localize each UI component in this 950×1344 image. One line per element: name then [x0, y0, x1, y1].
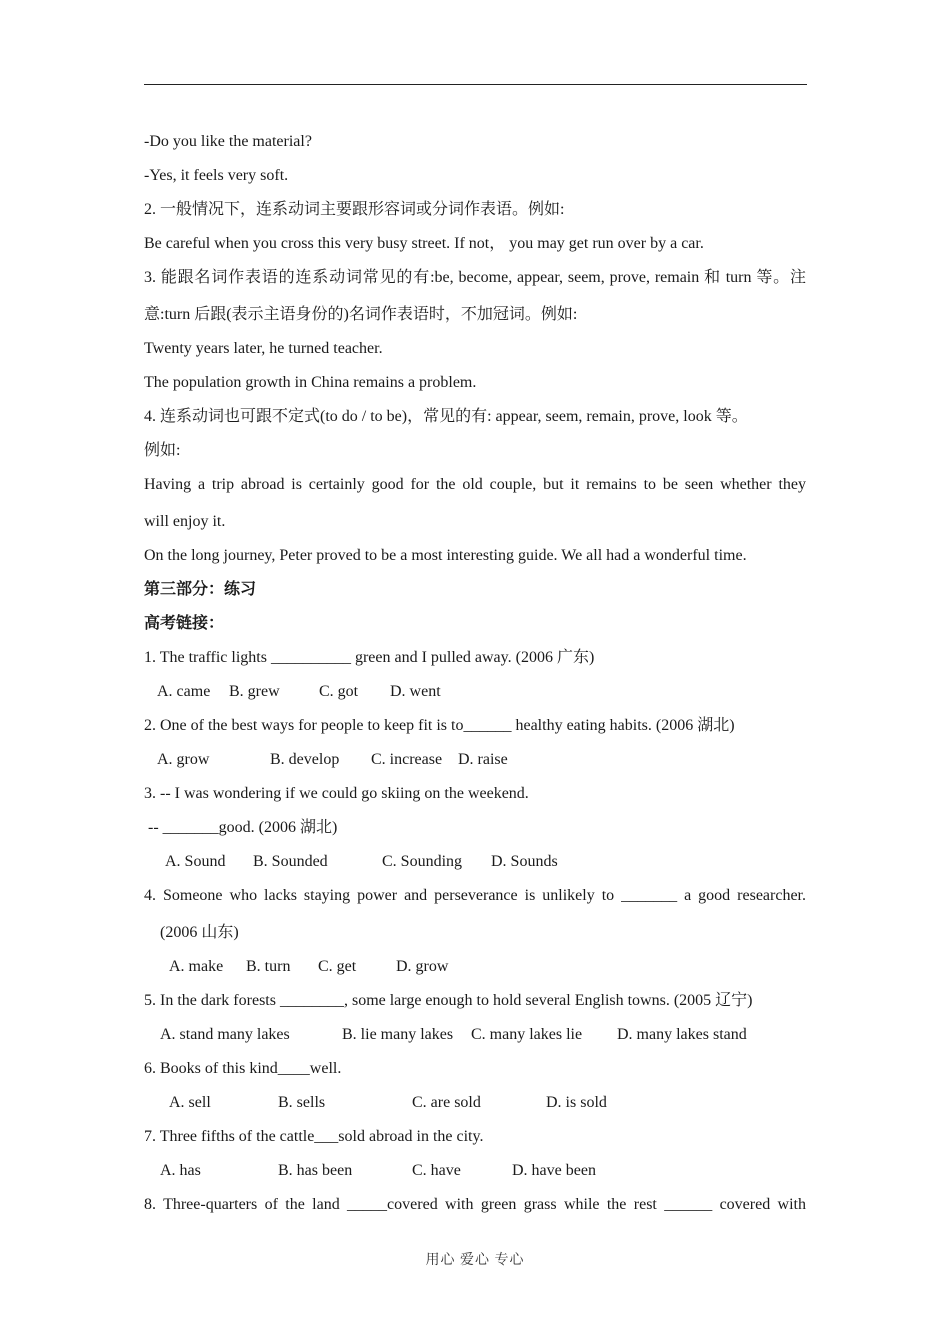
- option: C. are sold: [412, 1094, 481, 1111]
- option: D. went: [390, 683, 441, 700]
- question-4-source: (2006 山东): [160, 924, 239, 941]
- option: D. Sounds: [491, 853, 558, 870]
- question-2-options: [144, 743, 806, 777]
- option: A. stand many lakes: [160, 1026, 290, 1043]
- option: B. develop: [270, 751, 340, 768]
- option: D. many lakes stand: [617, 1026, 747, 1043]
- question-4: 4. Someone who lacks staying power and perseverance is unlikely to _______ a good researcher.: [144, 887, 806, 904]
- option: A. sell: [169, 1094, 211, 1111]
- question-4-options: [144, 950, 806, 984]
- header-rule: [144, 84, 807, 85]
- question-3-options: [144, 845, 806, 879]
- example-sentence: Be careful when you cross this very busy street. If not， you may get run over by a car.: [144, 235, 704, 252]
- question-5-options: [144, 1018, 806, 1052]
- option: B. sells: [278, 1094, 326, 1111]
- question-6: 6. Books of this kind____well.: [144, 1060, 342, 1077]
- page-footer: 用心 爱心 专心: [425, 1253, 525, 1268]
- question-6-options: [144, 1086, 806, 1120]
- gaokao-link-title: 高考链接：: [144, 615, 225, 632]
- example-sentence: Twenty years later, he turned teacher.: [144, 340, 383, 357]
- example-label: 例如:: [144, 442, 181, 459]
- question-3: 3. -- I was wondering if we could go skiing on the weekend.: [144, 785, 529, 802]
- section-title: 第三部分：练习: [144, 581, 257, 598]
- option: A. grow: [157, 751, 210, 768]
- option: B. grew: [229, 683, 280, 700]
- dialogue-line-1: -Do you like the material?: [144, 133, 312, 150]
- rule-2-heading: 2. 一般情况下，连系动词主要跟形容词或分词作表语。例如:: [144, 201, 565, 218]
- option: C. Sounding: [382, 853, 463, 870]
- rule-3-heading: 3. 能跟名词作表语的连系动词常见的有:be, become, appear, seem, prove, remain 和 turn 等。注: [144, 269, 806, 286]
- question-5: 5. In the dark forests ________, some large enough to hold several English towns. (2005 辽宁): [144, 992, 753, 1009]
- example-sentence: will enjoy it.: [144, 513, 226, 530]
- rule-4-heading: 4. 连系动词也可跟不定式(to do / to be)，常见的有: appear, seem, remain, prove, look 等。: [144, 408, 748, 425]
- question-7-options: [144, 1154, 806, 1188]
- option: C. increase: [371, 751, 443, 768]
- example-sentence: The population growth in China remains a problem.: [144, 374, 477, 391]
- option: D. have been: [512, 1162, 596, 1179]
- option: D. grow: [396, 958, 449, 975]
- option: D. raise: [458, 751, 508, 768]
- option: C. get: [318, 958, 357, 975]
- question-3-response: -- _______good. (2006 湖北): [144, 819, 338, 836]
- question-8: 8. Three-quarters of the land _____covered with green grass while the rest ______ covered with: [144, 1196, 806, 1213]
- option: A. has: [160, 1162, 201, 1179]
- option: B. Sounded: [253, 853, 328, 870]
- option: C. have: [412, 1162, 461, 1179]
- rule-3-note: 意:turn 后跟(表示主语身份的)名词作表语时，不加冠词。例如:: [144, 306, 578, 323]
- option: C. got: [319, 683, 359, 700]
- option: D. is sold: [546, 1094, 607, 1111]
- option: B. turn: [246, 958, 291, 975]
- option: B. has been: [278, 1162, 353, 1179]
- question-2: 2. One of the best ways for people to keep fit is to______ healthy eating habits. (2006 湖北): [144, 717, 735, 734]
- example-sentence: On the long journey, Peter proved to be a most interesting guide. We all had a wonderful time.: [144, 547, 747, 564]
- question-7: 7. Three fifths of the cattle___sold abroad in the city.: [144, 1128, 484, 1145]
- dialogue-line-2: -Yes, it feels very soft.: [144, 167, 289, 184]
- option: A. Sound: [165, 853, 226, 870]
- option: B. lie many lakes: [342, 1026, 454, 1043]
- example-sentence: Having a trip abroad is certainly good for the old couple, but it remains to be seen whether they: [144, 476, 806, 493]
- question-1: 1. The traffic lights __________ green and I pulled away. (2006 广东): [144, 649, 595, 666]
- option: A. make: [169, 958, 224, 975]
- document-body: [144, 125, 806, 1225]
- question-1-options: [144, 675, 806, 709]
- option: C. many lakes lie: [471, 1026, 583, 1043]
- option: A. came: [157, 683, 211, 700]
